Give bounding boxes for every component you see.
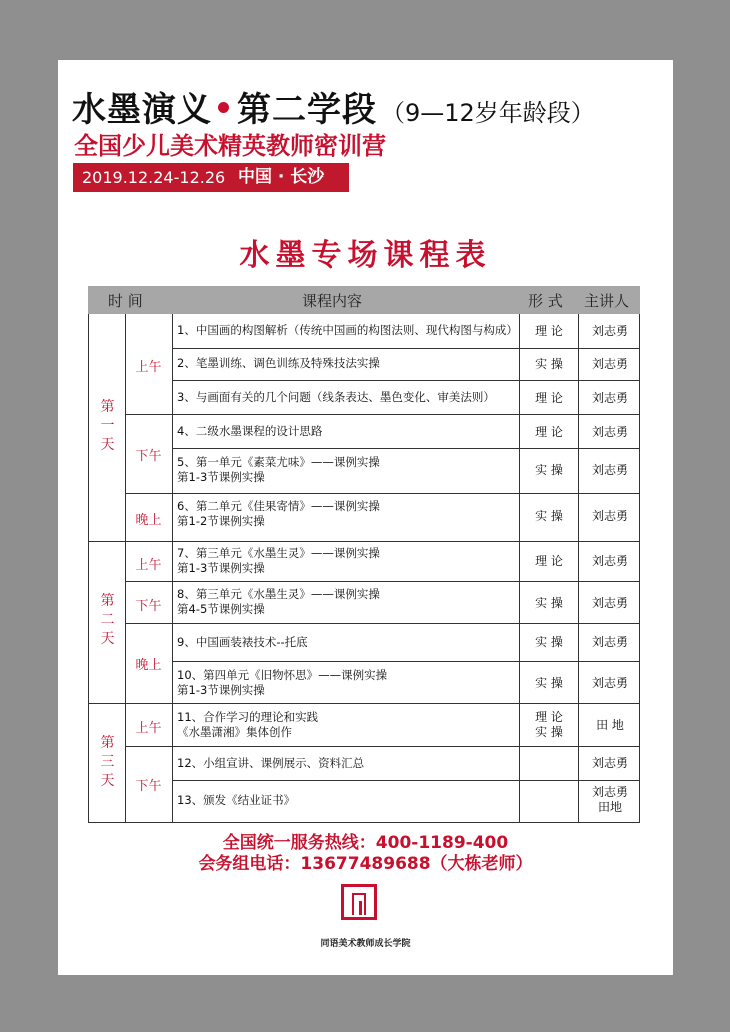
title-line (72, 82, 595, 131)
period-label: 下午 (135, 599, 162, 614)
divider (89, 541, 639, 542)
contact-info (58, 833, 673, 875)
title-main: 水墨演义 (72, 90, 212, 130)
table-row-teacher: 刘志勇 (591, 463, 628, 477)
table-row-form: 实 操 (535, 509, 563, 523)
period-label: 上午 (135, 721, 162, 736)
phone-text: 会务组电话：13677489688（大栋老师） (198, 854, 533, 874)
table-row-content: 1、中国画的构图解析（传统中国画的构图法则、现代构图与构成） (177, 323, 518, 337)
table-body (88, 314, 640, 823)
period-label: 上午 (135, 360, 162, 375)
schedule-title: 水墨专场课程表 (239, 238, 492, 273)
logo-bar-shape (359, 901, 362, 915)
table-row-content: 9、中国画装裱技术--托底 (177, 635, 308, 649)
table-row-teacher: 刘志勇 田地 (591, 785, 628, 814)
table-row-content: 10、第四单元《旧物怀思》——课例实操 第1-3节课例实操 (177, 668, 388, 697)
table-row-content: 12、小组宣讲、课例展示、资料汇总 (177, 756, 365, 770)
header-form: 形 式 (528, 291, 563, 310)
table-row-form: 理 论 (535, 391, 563, 405)
header-content: 课程内容 (302, 291, 363, 310)
table-row-form: 理 论 (535, 425, 563, 439)
divider (172, 780, 639, 781)
table-row-form: 理 论 (535, 324, 563, 338)
table-row-content: 13、颁发《结业证书》 (177, 793, 296, 807)
table-row-teacher: 刘志勇 (591, 357, 628, 371)
schedule-table (88, 286, 640, 823)
table-row-form: 实 操 (535, 676, 563, 690)
org-name: 同语美术教师成长学院 (320, 939, 411, 949)
table-row-content: 7、第三单元《水墨生灵》——课例实操 第1-3节课例实操 (177, 546, 380, 575)
table-row-form: 实 操 (535, 596, 563, 610)
period-label: 晚上 (135, 513, 162, 528)
day-label-2: 第 二 天 (100, 593, 115, 647)
table-row-teacher: 田 地 (596, 718, 624, 732)
day-label-1: 第 一 天 (100, 399, 115, 453)
table-row-teacher: 刘志勇 (591, 596, 628, 610)
divider (125, 414, 639, 415)
logo-icon (341, 884, 377, 920)
table-row-content: 4、二级水墨课程的设计思路 (177, 424, 323, 438)
divider (172, 348, 639, 349)
table-row-content: 2、笔墨训练、调色训练及特殊技法实操 (177, 356, 380, 370)
table-row-teacher: 刘志勇 (591, 756, 628, 770)
subtitle: 全国少儿美术精英教师密训营 (74, 132, 386, 160)
divider (172, 380, 639, 381)
table-row-content: 8、第三单元《水墨生灵》——课例实操 第4-5节课例实操 (177, 587, 380, 616)
day-label-3: 第 三 天 (100, 735, 115, 789)
divider (125, 746, 639, 747)
table-row-teacher: 刘志勇 (591, 635, 628, 649)
divider (172, 448, 639, 449)
hotline-text: 全国统一服务热线：400-1189-400 (222, 833, 509, 853)
table-row-content: 5、第一单元《素菜尤味》——课例实操 第1-3节课例实操 (177, 455, 380, 484)
table-row-content: 3、与画面有关的几个问题（线条表达、墨色变化、审美法则） (177, 390, 495, 404)
period-label: 下午 (135, 449, 162, 464)
period-label: 下午 (135, 779, 162, 794)
period-label: 上午 (135, 558, 162, 573)
divider (125, 623, 639, 624)
divider (125, 581, 639, 582)
title-dot-icon (218, 102, 229, 113)
table-row-content: 11、合作学习的理论和实践 《水墨潇湘》集体创作 (177, 710, 319, 739)
period-label: 晚上 (135, 658, 162, 673)
table-row-teacher: 刘志勇 (591, 509, 628, 523)
table-row-content: 6、第二单元《佳果寄情》——课例实操 第1-2节课例实操 (177, 499, 380, 528)
poster-sheet (58, 60, 673, 975)
table-row-teacher: 刘志勇 (591, 676, 628, 690)
divider (125, 493, 639, 494)
table-row-form: 理 论 实 操 (535, 710, 563, 739)
table-row-teacher: 刘志勇 (591, 324, 628, 338)
table-header (88, 286, 640, 314)
table-row-form: 实 操 (535, 635, 563, 649)
title-age-range: （9—12岁年龄段） (381, 99, 595, 127)
header-teacher: 主讲人 (584, 291, 630, 310)
table-row-teacher: 刘志勇 (591, 391, 628, 405)
table-row-form: 理 论 (535, 554, 563, 568)
divider (172, 661, 639, 662)
header-time: 时 间 (108, 291, 143, 310)
date-tag: 2019.12.24-12.26 (73, 163, 235, 192)
title-main-2: 第二学段 (237, 90, 377, 130)
place-tag: 中国 · 长沙 (229, 163, 349, 192)
table-row-teacher: 刘志勇 (591, 425, 628, 439)
table-row-form: 实 操 (535, 357, 563, 371)
divider (89, 703, 639, 704)
table-row-form: 实 操 (535, 463, 563, 477)
table-row-teacher: 刘志勇 (591, 554, 628, 568)
